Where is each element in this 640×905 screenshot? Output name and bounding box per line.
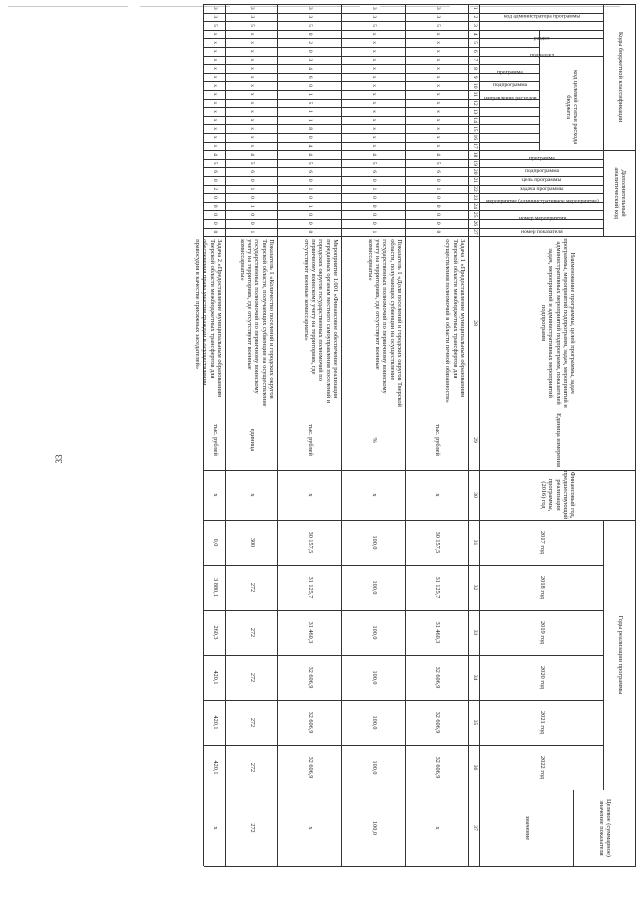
code-cell: х xyxy=(434,67,441,70)
code-cell: х xyxy=(249,110,256,113)
a-goal-header: цель программы xyxy=(522,177,562,184)
rotated-table-page xyxy=(193,0,640,870)
code-cell: х xyxy=(249,101,256,105)
code-cell: 3 xyxy=(307,15,314,19)
code-cell: 6 xyxy=(212,170,219,174)
row-target-value: х xyxy=(211,826,219,830)
index-cell: 10 xyxy=(471,82,478,89)
name-header: Наименование программы, целей программы, задач программы, мероприятий подпрограмм, задач, мероприятий и административных мероприятий подпрограмм, показателей задач, мероприятий и административных мероприятий подпрограмм xyxy=(539,238,577,408)
index-cell: 7 xyxy=(471,58,478,62)
index-cell: 20 xyxy=(471,168,478,175)
index-cell: 12 xyxy=(471,100,478,106)
code-cell: 0 xyxy=(371,196,378,199)
row-year-value: 30 157,5 xyxy=(306,531,314,554)
year-2019-header: 2019 год xyxy=(538,620,546,645)
row-prior-year: х xyxy=(434,493,442,497)
code-cell: х xyxy=(249,75,256,79)
code-cell: х xyxy=(371,135,378,139)
code-cell: 1 xyxy=(249,230,256,234)
code-cell: 6 xyxy=(434,170,441,174)
code-cell: 6 xyxy=(371,170,378,174)
direction-header: направление расходов xyxy=(483,95,537,102)
code-cell: х xyxy=(434,92,441,96)
index-cell: 27 xyxy=(471,229,478,235)
index-cell: 2 xyxy=(471,15,478,19)
index-cell: 34 xyxy=(471,674,478,681)
code-cell: х xyxy=(249,41,256,45)
code-cell: х xyxy=(371,101,378,105)
code-cell: 0 xyxy=(434,196,441,199)
code-cell: х xyxy=(212,58,219,62)
code-cell: 5 xyxy=(371,24,378,27)
code-cell: 0 xyxy=(434,221,441,225)
code-cell: х xyxy=(434,32,441,36)
code-cell: х xyxy=(212,118,219,122)
index-cell: 29 xyxy=(471,437,478,443)
a-indicator-no-header: номер показателя xyxy=(521,228,563,235)
code-cell: х xyxy=(249,144,256,148)
code-cell: х xyxy=(212,75,219,79)
code-cell: х xyxy=(249,127,256,131)
year-2017-header: 2017 год xyxy=(538,530,546,555)
subprogram-header: подпрограмма xyxy=(492,82,528,89)
code-cell: 1 xyxy=(307,118,314,122)
row-year-value: 260,3 xyxy=(211,625,219,640)
code-cell: 0 xyxy=(371,213,378,217)
a-program-header: программа xyxy=(529,155,555,162)
row-year-value: 31 125,7 xyxy=(434,576,442,599)
index-cell: 35 xyxy=(471,719,478,726)
code-cell: х xyxy=(212,49,219,53)
code-cell: 0 xyxy=(212,178,219,182)
index-cell: 17 xyxy=(471,143,478,149)
code-cell: 5 xyxy=(434,24,441,27)
row-prior-year: х xyxy=(211,493,219,497)
section-header: раздел xyxy=(534,35,550,42)
row-year-value: 272 xyxy=(248,582,256,593)
code-cell: 0 xyxy=(249,221,256,225)
unit-header: Единица измерения xyxy=(554,413,562,467)
code-cell: 0 xyxy=(307,221,314,225)
program-header: программа xyxy=(497,69,523,76)
row-year-value: 32 606,9 xyxy=(434,756,442,779)
code-cell: 0 xyxy=(307,178,314,182)
code-cell: х xyxy=(434,110,441,113)
row-year-value: 100,0 xyxy=(370,535,378,550)
row-unit: тыс. рублей xyxy=(211,424,219,456)
row-year-value: 272 xyxy=(248,627,256,638)
code-cell: 1 xyxy=(371,187,378,191)
index-cell: 30 xyxy=(471,492,478,498)
code-cell: 1 xyxy=(434,187,441,191)
code-cell: х xyxy=(434,144,441,148)
code-cell: х xyxy=(212,144,219,148)
code-cell: х xyxy=(212,135,219,139)
code-cell: х xyxy=(249,118,256,122)
row-year-value: 420,1 xyxy=(211,760,219,775)
index-cell: 3 xyxy=(471,24,478,27)
row-unit: тыс. рублей xyxy=(306,424,314,456)
code-cell: х xyxy=(434,49,441,53)
code-cell: 0 xyxy=(212,230,219,234)
code-cell: 5 xyxy=(212,161,219,165)
a-task-header: задача программы xyxy=(520,185,564,192)
code-cell: х xyxy=(249,84,256,88)
code-cell: 2 xyxy=(307,41,314,45)
code-cell: 3 xyxy=(212,15,219,19)
code-cell: 4 xyxy=(307,67,314,70)
row-year-value: 272 xyxy=(248,672,256,683)
year-2021-header: 2021 год xyxy=(538,710,546,735)
code-cell: 0 xyxy=(434,204,441,208)
row-year-value: 32 606,9 xyxy=(306,756,314,779)
code-cell: х xyxy=(371,32,378,36)
row-prior-year: х xyxy=(306,493,314,497)
index-cell: 36 xyxy=(471,764,478,771)
code-cell: 8 xyxy=(307,127,314,131)
code-cell: 6 xyxy=(307,170,314,174)
target-value-header: Целевое (суммарное) значение показателя xyxy=(598,799,613,857)
index-cell: 4 xyxy=(471,32,478,36)
row-unit: тыс. рублей xyxy=(434,424,442,456)
row-unit: единица xyxy=(248,428,256,452)
value-header: значение xyxy=(523,815,531,841)
code-cell: 5 xyxy=(371,161,378,165)
code-cell: х xyxy=(212,127,219,131)
code-cell: 0 xyxy=(307,32,314,36)
row-year-value: 100,0 xyxy=(370,670,378,685)
code-cell: 0 xyxy=(371,178,378,182)
index-cell: 15 xyxy=(471,125,478,132)
index-cell: 32 xyxy=(471,584,478,591)
page-number: 33 xyxy=(54,454,64,464)
code-cell: 4 xyxy=(307,144,314,148)
code-cell: 0 xyxy=(212,196,219,199)
code-cell: х xyxy=(434,127,441,131)
code-cell: х xyxy=(371,84,378,88)
index-cell: 26 xyxy=(471,220,478,227)
code-cell: 0 xyxy=(371,204,378,208)
code-cell: 5 xyxy=(249,161,256,165)
row-year-value: 272 xyxy=(248,762,256,773)
row-year-value: 32 606,9 xyxy=(434,666,442,689)
code-cell: 0 xyxy=(307,230,314,234)
row-target-value: 100,0 xyxy=(370,821,378,835)
code-cell: 5 xyxy=(307,101,314,105)
code-cell: 6 xyxy=(307,75,314,79)
row-year-value: 300 xyxy=(248,537,256,548)
index-cell: 19 xyxy=(471,160,478,166)
row-name: Показатель 1 «Количество поселений и городских округов Тверской области, получающих субвенции на осуществление государственных полномочий по первичному воинскому учету на территориях, где отсутствуют военные комиссариаты» xyxy=(238,239,275,407)
code-cell: 3 xyxy=(371,6,378,10)
row-target-value: 272 xyxy=(248,823,256,833)
code-cell: х xyxy=(212,67,219,70)
code-cell: 0 xyxy=(307,196,314,199)
year-2022-header: 2022 год xyxy=(538,755,546,780)
row-year-value: 32 606,9 xyxy=(306,666,314,689)
code-cell: 1 xyxy=(249,187,256,191)
code-cell: х xyxy=(371,75,378,79)
code-cell: х xyxy=(212,84,219,88)
subsection-header: подраздел xyxy=(530,52,554,59)
row-year-value: 272 xyxy=(248,717,256,728)
prior-year-header: Финансовый год, предшествующий реализации программы, (2016) год xyxy=(539,470,577,520)
code-cell: х xyxy=(212,101,219,105)
year-2020-header: 2020 год xyxy=(538,665,546,690)
code-cell: 0 xyxy=(307,84,314,88)
row-prior-year: х xyxy=(370,493,378,497)
code-cell: х xyxy=(434,75,441,79)
index-cell: 6 xyxy=(471,49,478,53)
years-group-header: Годы реализации программы xyxy=(616,615,624,695)
index-cell: 28 xyxy=(471,320,478,326)
target-article-header: код целевой статьи расхода бюджета xyxy=(565,70,580,145)
code-cell: 4 xyxy=(371,153,378,156)
admin-code-header: код администратора программы xyxy=(503,13,581,20)
code-cell: 4 xyxy=(212,153,219,156)
row-name: Показатель 1 «Доля поселений и городских округов Тверской области, получающих субвенции на осуществление государственных полномочий по первичному воинскому учету на территориях, где отсутствуют военные комиссариаты» xyxy=(366,239,403,407)
code-cell: 4 xyxy=(249,153,256,156)
code-cell: х xyxy=(371,58,378,62)
code-cell: х xyxy=(249,32,256,36)
code-cell: 0 xyxy=(307,213,314,217)
row-year-value: 100,0 xyxy=(370,760,378,775)
row-year-value: 420,1 xyxy=(211,715,219,730)
index-cell: 37 xyxy=(471,825,478,831)
code-cell: 0 xyxy=(371,221,378,225)
code-cell: х xyxy=(371,110,378,113)
code-cell: 1 xyxy=(307,204,314,208)
code-cell: х xyxy=(249,92,256,96)
code-cell: х xyxy=(212,32,219,36)
code-cell: 0 xyxy=(307,49,314,53)
code-cell: х xyxy=(434,58,441,62)
row-year-value: 420,1 xyxy=(211,670,219,685)
a-subprogram-header: подпрограмма xyxy=(524,168,560,175)
row-target-value: х xyxy=(306,826,314,830)
code-cell: х xyxy=(371,67,378,70)
index-cell: 13 xyxy=(471,108,478,115)
code-cell: 1 xyxy=(307,110,314,113)
row-year-value: 32 606,9 xyxy=(306,711,314,734)
index-cell: 14 xyxy=(471,117,478,123)
code-cell: х xyxy=(434,135,441,139)
row-year-value: 100,0 xyxy=(370,580,378,595)
code-cell: 3 xyxy=(307,58,314,62)
code-cell: 1 xyxy=(307,92,314,96)
index-cell: 22 xyxy=(471,186,478,192)
row-year-value: 31 460,3 xyxy=(434,621,442,644)
index-cell: 21 xyxy=(471,177,478,184)
code-cell: 0 xyxy=(249,178,256,182)
code-cell: 0 xyxy=(434,230,441,234)
code-cell: 5 xyxy=(212,24,219,27)
code-cell: 1 xyxy=(307,187,314,191)
code-cell: х xyxy=(371,144,378,148)
code-cell: х xyxy=(371,49,378,53)
code-cell: х xyxy=(212,110,219,113)
index-cell: 23 xyxy=(471,194,478,201)
row-name: Мероприятие 1.001 «Финансовое обеспечение реализации переданных органам местного самоуправления поселений и городских округов государственных полномочий по первичному воинскому учету на территориях, где отсутствуют военные комиссариаты» xyxy=(302,239,339,404)
a-event-no-header: номер мероприятия xyxy=(518,215,566,222)
index-cell: 5 xyxy=(471,41,478,45)
code-cell: х xyxy=(249,58,256,62)
year-2018-header: 2018 год xyxy=(538,575,546,600)
code-cell: х xyxy=(371,92,378,96)
code-cell: 3 xyxy=(307,6,314,10)
row-target-value: х xyxy=(434,826,442,830)
index-cell: 11 xyxy=(471,91,478,97)
index-cell: 1 xyxy=(471,6,478,10)
code-cell: 6 xyxy=(249,170,256,174)
code-cell: х xyxy=(212,41,219,45)
code-cell: 3 xyxy=(249,15,256,19)
code-cell: 0 xyxy=(307,135,314,139)
code-cell: 2 xyxy=(212,187,219,191)
code-cell: 0 xyxy=(434,213,441,217)
index-cell: 31 xyxy=(471,539,478,546)
row-year-value: 31 125,7 xyxy=(306,576,314,599)
code-cell: 0 xyxy=(249,196,256,199)
row-year-value: 100,0 xyxy=(370,625,378,640)
code-cell: х xyxy=(371,127,378,131)
code-cell: 1 xyxy=(371,230,378,234)
index-cell: 18 xyxy=(471,151,478,158)
code-cell: х xyxy=(249,135,256,139)
row-year-value: 30 157,5 xyxy=(434,531,442,554)
codes-group-header: Коды бюджетной классификации xyxy=(616,31,624,123)
code-cell: х xyxy=(371,41,378,45)
code-cell: х xyxy=(434,84,441,88)
code-cell: 5 xyxy=(307,24,314,27)
code-cell: 3 xyxy=(434,15,441,19)
code-cell: х xyxy=(212,92,219,96)
row-name: Задача 2 «Предоставление муниципальным образованиям Тверской области межбюджетных трансфертов для обеспечения права участия граждан в осуществлении правосудия в качестве присяжных заседателей» xyxy=(193,239,223,398)
code-cell: х xyxy=(434,41,441,45)
index-cell: 24 xyxy=(471,203,478,209)
code-cell: 5 xyxy=(249,24,256,27)
row-year-value: 31 460,3 xyxy=(306,621,314,644)
row-name: Задача 1 «Предоставление муниципальным образованиям Тверской области межбюджетных трансфертов для осуществления полномочий в области печной обязанности» xyxy=(444,239,466,403)
analytic-group-header: Дополнительный аналитический код xyxy=(613,167,628,219)
row-year-value: 100,0 xyxy=(370,715,378,730)
code-cell: х xyxy=(371,118,378,122)
code-cell: 1 xyxy=(249,204,256,208)
code-cell: 0 xyxy=(212,213,219,217)
code-cell: 5 xyxy=(307,161,314,165)
code-cell: 4 xyxy=(307,153,314,156)
code-cell: 4 xyxy=(434,153,441,156)
code-cell: х xyxy=(249,49,256,53)
index-cell: 8 xyxy=(471,67,478,70)
code-cell: 0 xyxy=(212,204,219,208)
index-cell: 16 xyxy=(471,134,478,141)
code-cell: 0 xyxy=(434,178,441,182)
code-cell: 3 xyxy=(371,15,378,19)
code-cell: х xyxy=(249,67,256,70)
row-year-value: 32 606,9 xyxy=(434,711,442,734)
code-cell: х xyxy=(434,118,441,122)
code-cell: 3 xyxy=(249,6,256,10)
code-cell: 3 xyxy=(212,6,219,10)
code-cell: 3 xyxy=(434,6,441,10)
index-cell: 25 xyxy=(471,211,478,218)
code-cell: 0 xyxy=(212,221,219,225)
a-event-header: мероприятие (административное мероприятие) xyxy=(485,198,599,205)
row-year-value: 3 880,1 xyxy=(211,578,219,597)
code-cell: х xyxy=(434,101,441,105)
code-cell: 5 xyxy=(434,161,441,165)
row-year-value: 0,0 xyxy=(211,538,219,547)
row-prior-year: х xyxy=(248,493,256,497)
code-cell: 0 xyxy=(249,213,256,217)
index-cell: 33 xyxy=(471,629,478,636)
budget-table xyxy=(193,0,640,870)
row-unit: % xyxy=(370,437,378,443)
index-cell: 9 xyxy=(471,75,478,79)
